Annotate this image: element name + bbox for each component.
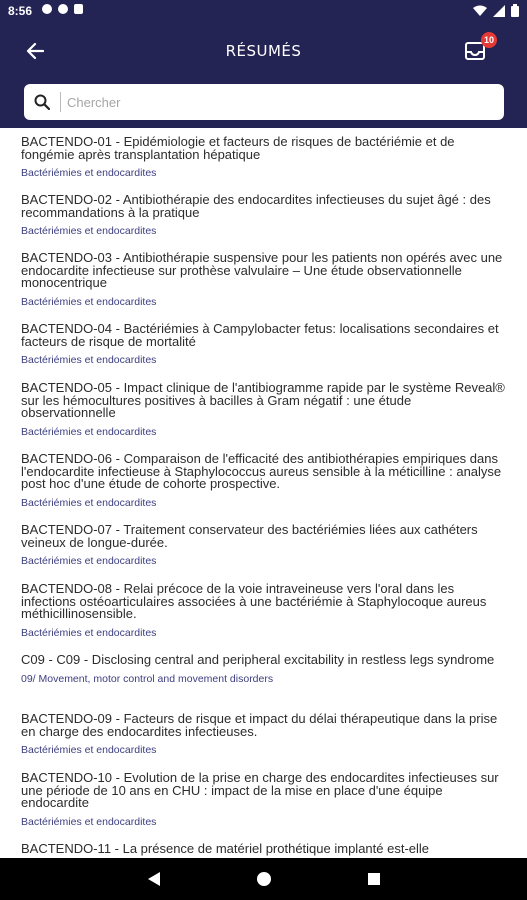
item-category: Bactériémies et endocardites (21, 815, 157, 828)
inbox-button[interactable] (461, 35, 494, 62)
item-category: Bactériémies et endocardites (21, 626, 157, 639)
search-icon (24, 84, 60, 120)
home-circle-icon (256, 871, 272, 887)
item-category: Bactériémies et endocardites (21, 744, 157, 756)
item-category: Bactériémies et endocardites (21, 225, 157, 237)
system-nav-bar (0, 858, 527, 900)
item-title: BACTENDO-06 - Comparaison de l'efficacité des antibiothérapies empiriques dans l'endocardite infectieuse à Staphylococcus aureus sensible à la méticilline : analyse post hoc d'une étude de cohorte prospective. (21, 451, 502, 491)
item-category: Bactériémies et endocardites (21, 555, 157, 567)
status-bar (0, 0, 527, 22)
item-title: C09 - C09 - Disclosing central and peripheral excitability in restless legs syndrome (21, 652, 495, 667)
nav-recents-button[interactable] (362, 867, 386, 891)
app-bar (0, 22, 527, 128)
item-category: Bactériémies et endocardites (21, 496, 157, 509)
item-category: Bactériémies et endocardites (21, 425, 157, 438)
list-item[interactable] (0, 374, 527, 445)
list-item[interactable] (0, 835, 527, 858)
item-title: BACTENDO-02 - Antibiothérapie des endocardites infectieuses du sujet âgé : des recommandations à la pratique (21, 192, 491, 220)
item-category: 09/ Movement, motor control and movement disorders (21, 672, 274, 685)
search-bar[interactable] (24, 84, 504, 120)
status-right-icons (473, 4, 519, 17)
list-item[interactable] (0, 646, 527, 705)
search-input[interactable] (67, 87, 504, 117)
item-title: BACTENDO-08 - Relai précoce de la voie intraveineuse vers l'oral dans les infections ostéoarticulaires associées à une bactériémie à Staphylocoque aureus méthicillinosensible. (21, 581, 487, 621)
item-title: BACTENDO-05 - Impact clinique de l'antibiogramme rapide par le système Reveal® sur les hémocultures positives à bacilles à Gram négatif : une étude observationnelle (21, 380, 505, 420)
list-item[interactable] (0, 575, 527, 646)
wifi-icon (473, 5, 487, 17)
list-item[interactable] (0, 764, 527, 835)
nav-home-button[interactable] (252, 867, 276, 891)
list-item[interactable] (0, 516, 527, 575)
item-title: BACTENDO-01 - Epidémiologie et facteurs de risques de bactériémie et de fongémie après transplantation hépatique (21, 134, 455, 162)
item-title: BACTENDO-07 - Traitement conservateur des bactériémies liées aux cathéters veineux de longue-durée. (21, 522, 478, 550)
search-divider (60, 92, 61, 112)
item-category: Bactériémies et endocardites (21, 354, 157, 366)
app-icon (58, 4, 68, 14)
nav-back-button[interactable] (142, 867, 166, 891)
list-item[interactable] (0, 315, 527, 374)
item-category: Bactériémies et endocardites (21, 167, 157, 179)
list-item[interactable] (0, 244, 527, 315)
sim-icon (74, 4, 83, 14)
list-item[interactable] (0, 186, 527, 244)
item-title: BACTENDO-03 - Antibiothérapie suspensive pour les patients non opérés avec une endocardite infectieuse sur prothèse valvulaire – Une étude observationnelle monocentrique (21, 250, 503, 290)
list-item[interactable] (0, 128, 527, 186)
item-title: BACTENDO-09 - Facteurs de risque et impact du délai thérapeutique dans la prise en charge des endocardites infectieuses. (21, 711, 498, 739)
recents-square-icon (367, 872, 381, 886)
list-item[interactable] (0, 705, 527, 764)
item-category: Bactériémies et endocardites (21, 295, 157, 308)
abstract-list (0, 128, 527, 858)
page-title: RÉSUMÉS (225, 42, 302, 60)
item-title: BACTENDO-11 - La présence de matériel prothétique implanté est-elle (21, 841, 430, 856)
status-left-icons (42, 4, 83, 14)
signal-icon (493, 5, 505, 17)
status-time: 8:56 (8, 4, 33, 18)
back-triangle-icon (147, 871, 161, 887)
item-title: BACTENDO-04 - Bactériémies à Campylobacter fetus: localisations secondaires et facteurs de risque de mortalité (21, 321, 499, 349)
list-item[interactable] (0, 445, 527, 516)
notification-badge: 10 (481, 32, 497, 48)
item-title: BACTENDO-10 - Evolution de la prise en charge des endocardites infectieuses sur une période de 10 ans en CHU : impact de la mise en place d'une équipe endocardite (21, 770, 499, 810)
app-icon (42, 4, 52, 14)
battery-icon (511, 4, 519, 17)
